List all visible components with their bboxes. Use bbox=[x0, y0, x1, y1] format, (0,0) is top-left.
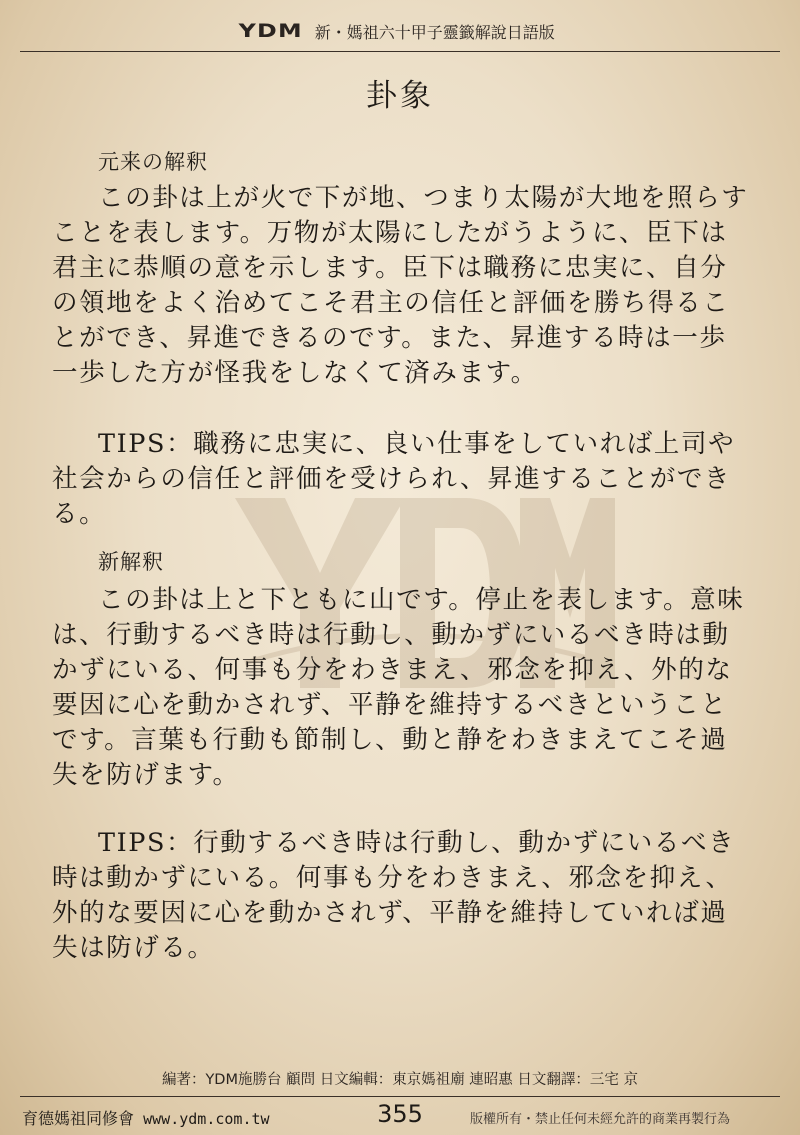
new-interpretation-text: この卦は上と下ともに山です。停止を表します。意味は、行動するべき時は行動し、動かずにいるべき時は動かずにいる、何事も分をわきまえ、邪念を抑え、外的な要因に心を動かされず、平静を維持するべきということです。言葉も行動も節制し、動と静をわきまえてこそ過失を防げます。 bbox=[52, 585, 745, 790]
new-tips-text: TIPS：行動するべき時は行動し、動かずにいるべき時は動かずにいる。何事も分をわきまえ、邪念を抑え、外的な要因に心を動かされず、平静を維持していれば過失は防げる。 bbox=[52, 828, 736, 963]
page-header bbox=[0, 12, 800, 50]
page-number: 355 bbox=[377, 1100, 423, 1128]
header-rule bbox=[20, 51, 780, 52]
page-footer bbox=[0, 1100, 800, 1132]
footer-url-link[interactable]: www.ydm.com.tw bbox=[143, 1110, 270, 1128]
ydm-logo: YDM bbox=[238, 20, 304, 42]
footer-org-block bbox=[22, 1106, 270, 1129]
section-label-new: 新解釈 bbox=[98, 550, 164, 574]
footer-rights: 版權所有・禁止任何未經允許的商業再製行為 bbox=[470, 1112, 731, 1127]
original-interpretation-text: この卦は上が火で下が地、つまり太陽が大地を照らすことを表します。万物が太陽にしたがうように、臣下は君主に恭順の意を示します。臣下は職務に忠実に、自分の領地をよく治めてこそ君主の信任と評価を勝ち得ることができ、昇進できるのです。また、昇進する時は一歩一歩した方が怪我をしなくて済みます。 bbox=[52, 183, 749, 388]
footer-rule bbox=[20, 1096, 780, 1097]
page-title: 卦象 bbox=[366, 78, 434, 114]
section-label-original: 元来の解釈 bbox=[98, 150, 208, 174]
original-tips-text: TIPS：職務に忠実に、良い仕事をしていれば上司や社会からの信任と評価を受けられ、昇進することができる。 bbox=[52, 429, 736, 529]
footer-org: 育德媽祖同修會 bbox=[22, 1109, 135, 1128]
header-title: 新・媽祖六十甲子靈籤解說日語版 bbox=[314, 22, 555, 42]
credits-line: 編著：YDM施勝台 顧問 日文編輯：東京媽祖廟 連昭惠 日文翻譯：三宅 京 bbox=[161, 1072, 639, 1088]
